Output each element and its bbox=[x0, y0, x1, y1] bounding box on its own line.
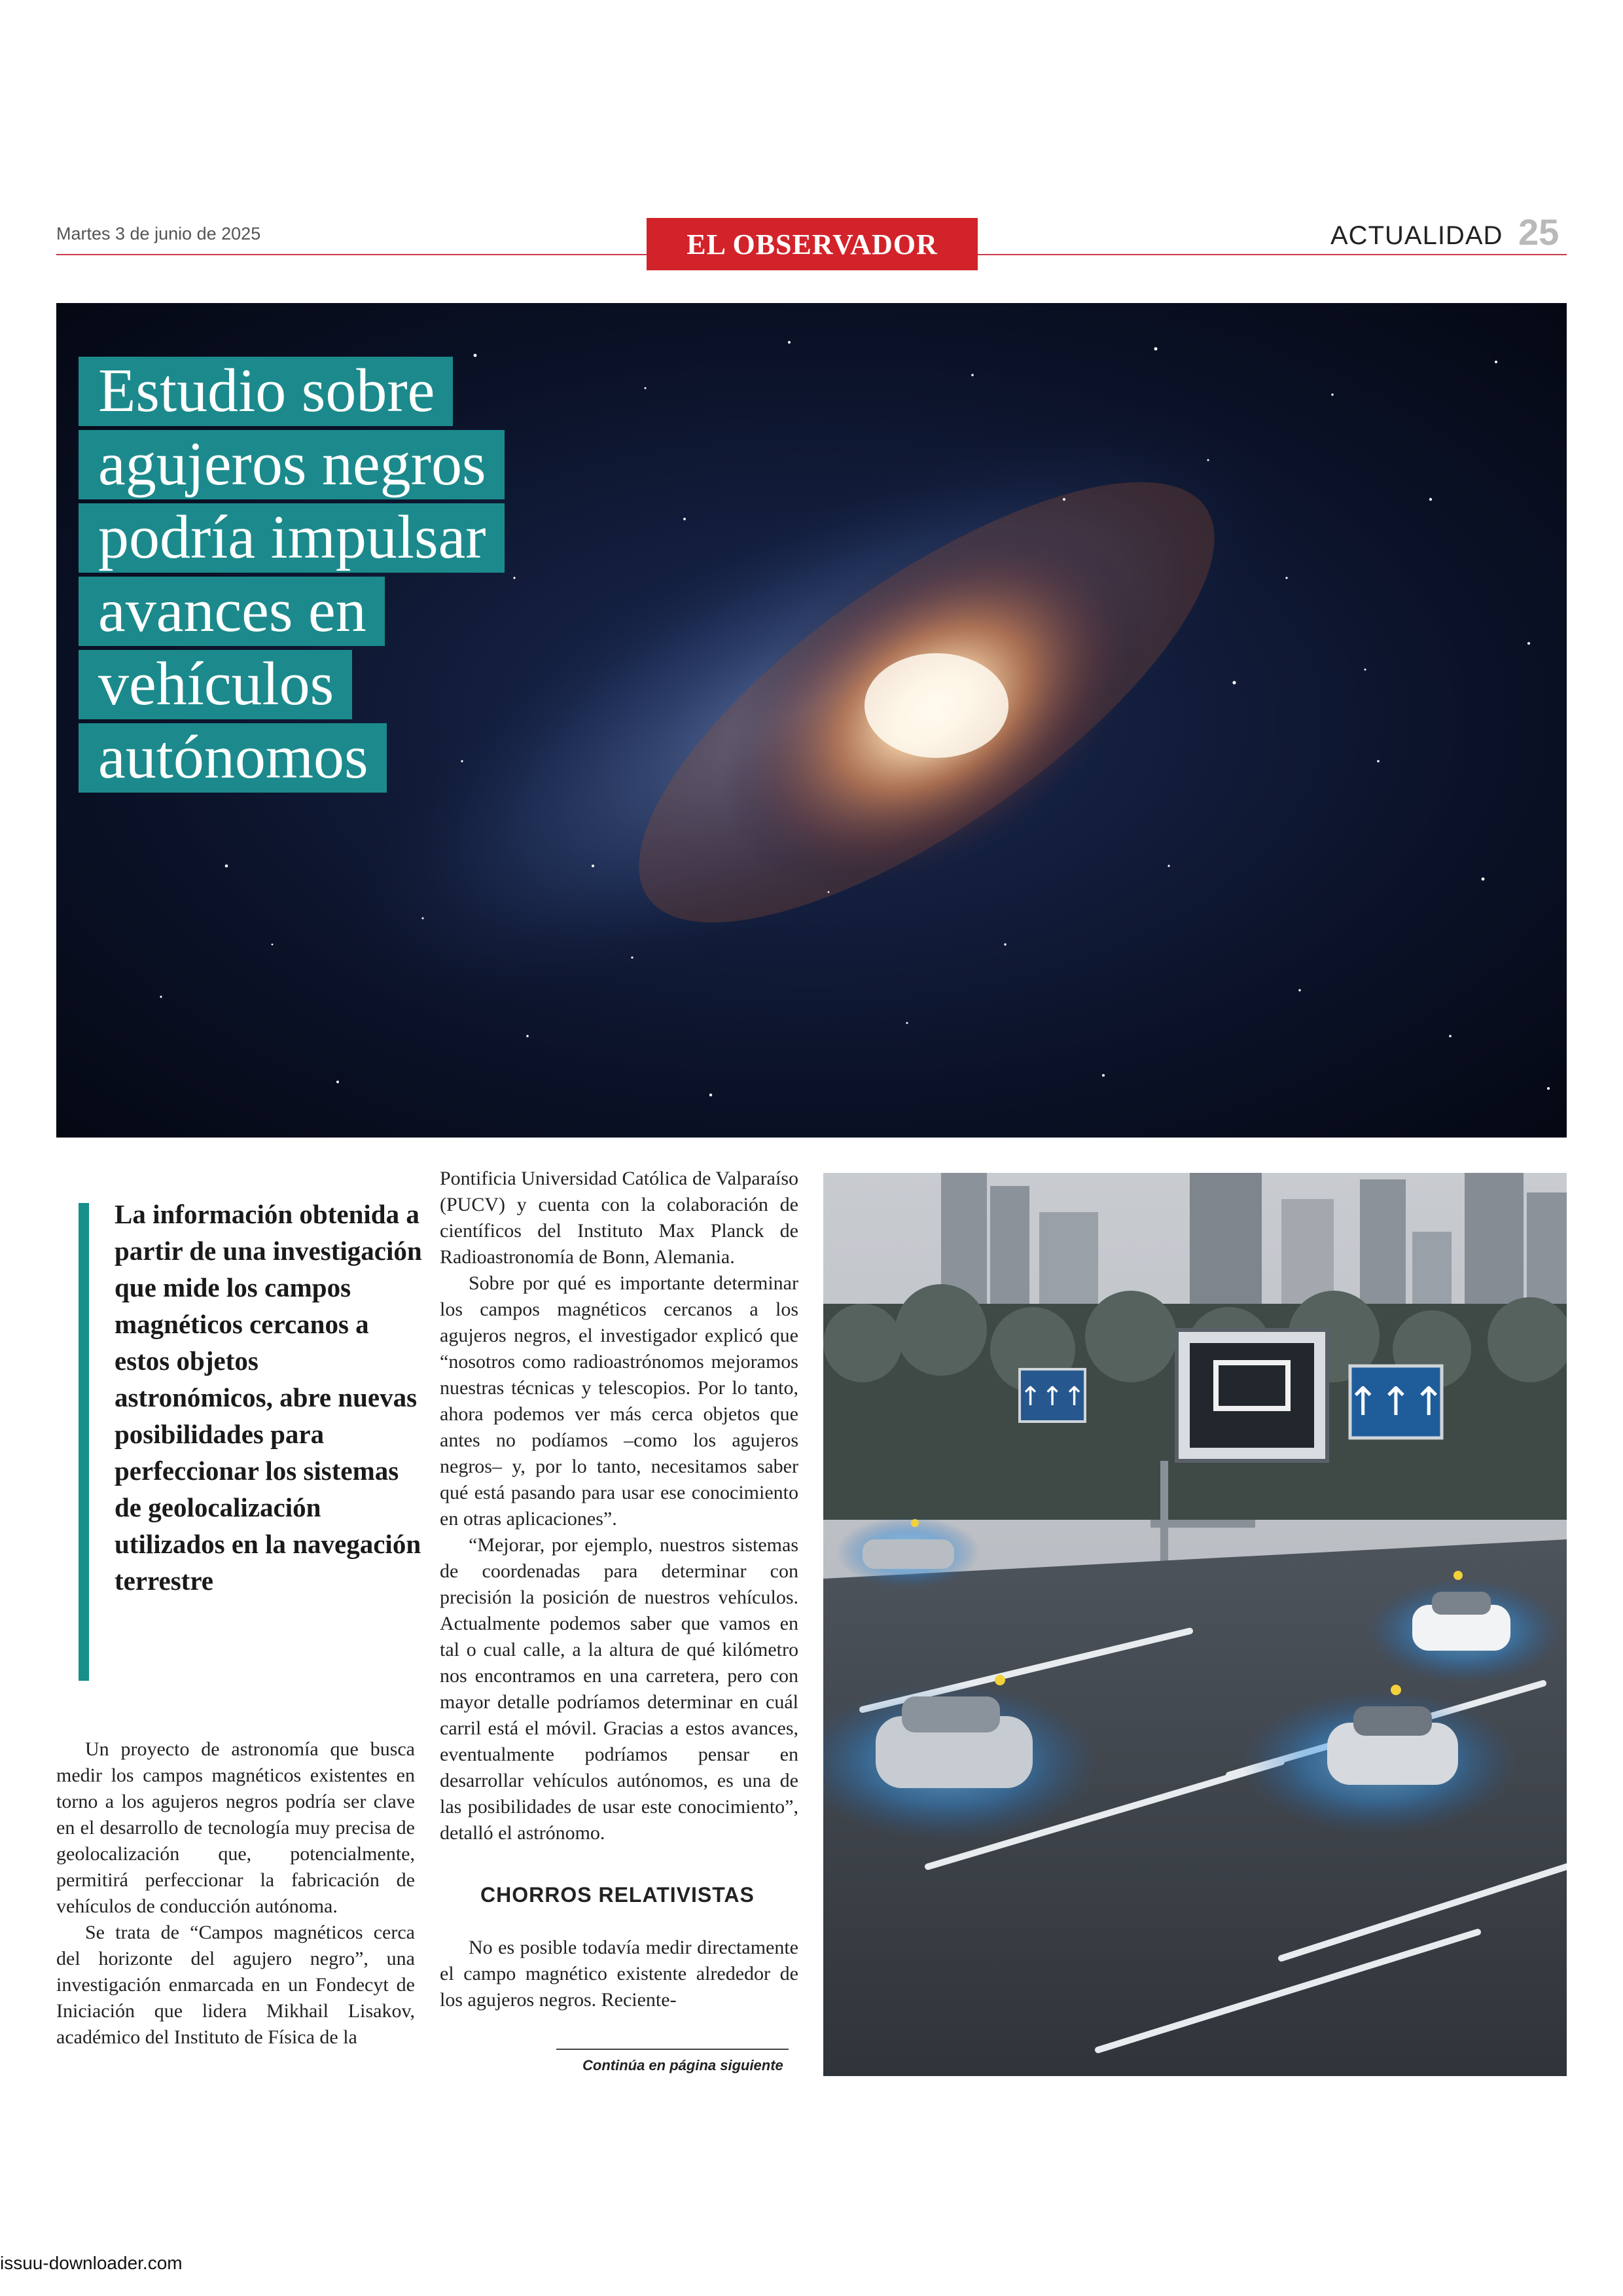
edition-date: Martes 3 de junio de 2025 bbox=[56, 224, 261, 243]
paragraph: “Mejorar, por ejemplo, nuestros sistemas de coordenadas para determinar con precisión la posición de nuestros vehículos. Actualmente podemos saber que vamos en tal o cual calle, a la altura de qué kilómetro nos encontramos en una carretera, pero con mayor detalle podríamos determinar en cuál carril está el móvil. Gracias a estos avances, eventualmente podríamos pensar en desarrollar vehículos autónomos, es una de las posibilidades de usar este conocimiento”, detalló el astrónomo. bbox=[440, 1534, 798, 1844]
svg-text:↑↑↑: ↑↑↑ bbox=[1346, 1379, 1446, 1425]
headline-line: agujeros negros bbox=[79, 430, 505, 499]
headline bbox=[79, 357, 505, 797]
footer-watermark: issuu-downloader.com bbox=[0, 2253, 183, 2273]
article-column-2 bbox=[440, 1166, 798, 1846]
svg-text:↑↑↑: ↑↑↑ bbox=[1019, 1382, 1086, 1412]
continue-note: Continúa en página siguiente bbox=[582, 2057, 783, 2073]
headline-line: autónomos bbox=[79, 723, 387, 793]
paragraph: Sobre por qué es importante determinar los campos magnéticos cercanos a los agujeros negros, el investigador explicó que “nosotros como radioastrónomos mejoramos nuestras técnicas y telescopios. Por lo tanto, ahora podemos ver más cerca objetos que antes no podíamos –como los agujeros negros– y, por lo tanto, necesitamos saber qué está pasando para usar ese conocimiento en otras aplicaciones”. bbox=[440, 1272, 798, 1530]
headline-line: Estudio sobre bbox=[79, 357, 453, 426]
paragraph: Se trata de “Campos magnéticos cerca del horizonte del agujero negro”, una investigación enmarcada en un Fondecyt de Iniciación que lidera Mikhail Lisakov, académico del Instituto de Física de la bbox=[56, 1922, 415, 2048]
subheading: CHORROS RELATIVISTAS bbox=[480, 1883, 755, 1907]
article-column-2-continued bbox=[440, 1935, 798, 2013]
article-column-1 bbox=[56, 1736, 415, 2051]
paragraph: Pontificia Universidad Católica de Valparaíso (PUCV) y cuenta con la colaboración de científicos del Instituto Max Planck de Radioastronomía de Bonn, Alemania. bbox=[440, 1168, 798, 1268]
headline-line: vehículos bbox=[79, 650, 352, 719]
headline-line: podría impulsar bbox=[79, 503, 505, 573]
newspaper-logo: EL OBSERVADOR bbox=[647, 218, 978, 270]
section-name: ACTUALIDAD bbox=[1330, 221, 1503, 250]
autonomous-cars-photo bbox=[823, 1173, 1567, 2076]
callout-accent-bar bbox=[79, 1203, 89, 1681]
paragraph: Un proyecto de astronomía que busca medir los campos magnéticos existentes en torno a los agujeros negros podría ser clave en el desarrollo de tecnología muy precisa de geolocalización que, potencialmente, permitirá perfeccionar la fabricación de vehículos de conducción autónoma. bbox=[56, 1738, 415, 1917]
lead-callout: La información obtenida a partir de una investigación que mide los campos magnéticos cercanos a estos objetos astronómicos, abre nuevas posibilidades para perfeccionar los sistemas de geolocalización utilizados en la navegación terrestre bbox=[115, 1199, 422, 1596]
headline-line: avances en bbox=[79, 577, 385, 646]
page-number: 25 bbox=[1518, 211, 1560, 253]
paragraph: No es posible todavía medir directamente el campo magnético existente alrededor de los agujeros negros. Reciente- bbox=[440, 1937, 798, 2011]
continue-rule bbox=[556, 2049, 789, 2050]
